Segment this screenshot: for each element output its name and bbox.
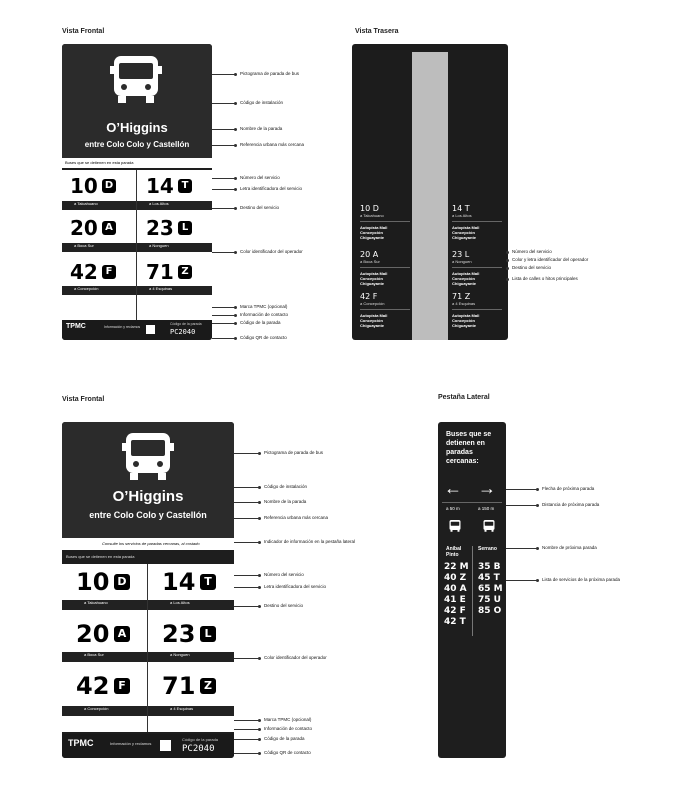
leader-line [234,739,259,740]
leader-line [212,315,235,316]
route-number: 14 [162,568,196,596]
route-letter: F [114,678,130,694]
route-letter: A [102,221,116,235]
leader-line [234,542,259,543]
route-letter: L [178,221,192,235]
route-number: 23 [146,216,174,240]
leader-line [234,658,259,659]
route-letter: D [102,179,116,193]
route-grid [62,564,234,732]
callout-label: Color y letra identificador del operador [512,257,589,262]
leader-line [234,487,259,488]
callout-label: Código QR de contacto [240,335,287,340]
leader-dot [234,128,237,131]
side-route-item: 40 Z [444,573,467,583]
route-dest: a Nonguen [170,652,190,657]
side-route-item: 65 M [478,584,503,594]
leader-dot [258,574,261,577]
front-sign-small [62,44,212,340]
leader-dot [234,102,237,105]
side-tab [438,422,506,758]
leader-dot [234,144,237,147]
route-dest: a 4 Esquinas [149,286,173,291]
rear-route-via: Autopista Mall Concepción Chiguayante [360,225,388,240]
leader-line [212,145,235,146]
leader-dot [258,486,261,489]
rear-route-via: Autopista Mall Concepción Chiguayante [360,313,388,328]
route-dest: a Boca Sur [84,652,104,657]
leader-dot [258,586,261,589]
route-number: 20 [70,216,98,240]
header-bar: Buses que se detienen en esta parada [66,554,135,559]
route-number: 42 [76,672,110,700]
right-stop-name: Serrano [478,546,497,552]
rear-route-number: 23 L [452,250,470,259]
rear-route-dest: a Los Altos [452,213,472,218]
callout-label: Letra identificadora del servicio [240,186,303,191]
stop-code-label: Código de la parada [182,737,219,742]
leader-dot [506,251,509,254]
leader-line [234,720,259,721]
callout-label: Información de contacto [240,312,289,317]
leader-dot [258,501,261,504]
header-bar: Buses que se detienen en esta parada [65,160,134,165]
leader-dot [506,259,509,262]
leader-line [506,489,537,490]
leader-dot [258,452,261,455]
leader-dot [536,504,539,507]
side-route-item: 22 M [444,562,469,572]
callout-label: Indicador de información en la pestaña lateral [264,539,356,544]
route-letter: T [200,574,216,590]
rear-route-block [452,292,502,328]
route-dest: a Concepción [84,706,109,711]
rear-route-via: Autopista Mall Concepción Chiguayante [452,313,480,328]
callout-label: Número del servicio [512,249,552,254]
route-number: 10 [76,568,110,596]
rear-route-via: Autopista Mall Concepción Chiguayante [452,271,480,286]
leader-line [234,502,259,503]
route-dest: a Los Altos [149,201,169,206]
callout-label: Distancia de próxima parada [542,502,600,507]
leader-line [234,518,259,519]
leader-dot [258,541,261,544]
bus-icon [120,430,176,484]
stop-code: PC2040 [182,744,215,754]
side-route-item: 42 F [444,606,466,616]
front-sign-large [62,422,234,758]
leader-line [234,453,259,454]
stop-name: O’Higgins [112,488,184,505]
callout-label: Flecha de próxima parada [542,486,595,491]
route-number: 20 [76,620,110,648]
callout-label: Código QR de contacto [264,750,311,755]
front-top-title: Vista Frontal [62,28,105,35]
cross-street: entre Colo Colo y Castellón [89,510,207,520]
rear-route-number: 42 F [360,292,378,301]
rear-center-strip [412,52,448,340]
rear-route-block [452,204,502,240]
rear-route-dest: a 4 Esquinas [452,301,476,306]
side-route-item: 45 T [478,573,500,583]
side-route-item: 75 U [478,595,501,605]
leader-dot [258,605,261,608]
callout-label: Destino del servicio [264,603,304,608]
rear-route-dest: a Talcahuano [360,213,384,218]
stop-code-label: Código de la parada [170,322,202,326]
leader-dot [234,73,237,76]
callout-label: Marca TPMC (opcional) [264,717,312,722]
callout-label: Nombre de próxima parada [542,545,597,550]
side-route-item: 41 E [444,595,466,605]
callout-label: Código de la parada [240,320,281,325]
side-route-item: 35 B [478,562,501,572]
right-distance: a 150 m [478,506,495,511]
callout-label: Referencia urbana más cercana [264,515,329,520]
route-letter: D [114,574,130,590]
rear-route-via: Autopista Mall Concepción Chiguayante [452,225,480,240]
rear-route-dest: a Nonguen [452,259,472,264]
leader-dot [258,657,261,660]
route-number: 71 [162,672,196,700]
rear-route-number: 14 T [452,204,470,213]
leader-line [212,307,235,308]
leader-line [234,729,259,730]
qr-code [160,740,171,751]
rear-route-number: 10 D [360,204,379,213]
sign-footer [62,734,234,758]
callout-label: Color identificador del operador [264,655,327,660]
callout-label: Información de contacto [264,726,313,731]
leader-dot [234,188,237,191]
leader-dot [234,337,237,340]
rear-route-block [360,204,410,240]
front-bottom-title: Vista Frontal [62,396,105,403]
route-dest: a Concepción [74,286,99,291]
callout-label: Marca TPMC (opcional) [240,304,288,309]
leader-dot [258,728,261,731]
leader-dot [506,278,509,281]
rear-route-number: 71 Z [452,292,471,301]
leader-dot [536,579,539,582]
leader-line [212,178,235,179]
route-number: 42 [70,260,98,284]
leader-line [212,74,235,75]
stop-code: PC2040 [170,328,196,336]
bus-icon [482,518,496,534]
contact-info: Información y reclamos [104,325,141,329]
brand-logo: TPMC [68,738,94,748]
leader-dot [234,314,237,317]
leader-line [212,323,235,324]
side-route-item: 42 T [444,617,466,627]
route-number: 71 [146,260,174,284]
callout-label: Destino del servicio [240,205,280,210]
callout-label: Letra identificadora del servicio [264,584,327,589]
leader-line [234,753,259,754]
leader-line [506,580,537,581]
left-distance: a 50 m [446,506,460,511]
leader-line [212,103,235,104]
sign-header [62,44,212,158]
bus-icon [108,54,164,106]
leader-dot [234,251,237,254]
route-letter: F [102,265,116,279]
callout-label: Color identificador del operador [240,249,303,254]
leader-line [212,208,235,209]
leader-line [212,338,235,339]
callout-label: Referencia urbana más cercana [240,142,305,147]
leader-line [506,505,537,506]
left-stop-name: Aníbal Pinto [446,546,462,558]
side-title: Pestaña Lateral [438,394,490,401]
callout-label: Número del servicio [240,175,280,180]
sign-footer [62,320,212,340]
leader-dot [258,752,261,755]
callout-label: Nombre de la parada [240,126,283,131]
arrow-right-icon: → [478,478,496,498]
bus-icon [448,518,462,534]
route-dest: a Nonguen [149,243,169,248]
leader-dot [258,517,261,520]
qr-code [146,325,155,334]
rear-route-via: Autopista Mall Concepción Chiguayante [360,271,388,286]
side-heading: Buses que se detienen en paradas cercanas: [446,431,492,465]
route-letter: T [178,179,192,193]
leader-dot [536,547,539,550]
rear-route-block [452,250,502,286]
leader-line [212,129,235,130]
callout-label: Pictograma de parada de bus [240,71,300,76]
leader-line [234,575,259,576]
leader-dot [234,207,237,210]
callout-label: Lista de calles o hitos principales [512,276,578,281]
leader-dot [234,177,237,180]
route-dest: a Talcahuano [74,201,98,206]
callout-label: Código de la parada [264,736,305,741]
leader-line [234,606,259,607]
rear-sign [352,44,508,340]
callout-label: Código de instalación [264,484,308,489]
rear-route-dest: a Boca Sur [360,259,380,264]
leader-dot [536,488,539,491]
rear-route-dest: a Concepción [360,301,385,306]
side-route-item: 40 A [444,584,467,594]
route-grid [62,170,212,320]
brand-logo: TPMC [66,323,86,330]
cross-street: entre Colo Colo y Castellón [84,140,190,149]
rear-route-number: 20 A [360,250,379,259]
callout-label: Lista de servicios de la próxima parada [542,577,621,582]
rear-title: Vista Trasera [355,28,399,35]
callout-label: Destino del servicio [512,265,552,270]
route-dest: a 4 Esquinas [170,706,194,711]
route-dest: a Boca Sur [74,243,94,248]
route-letter: L [200,626,216,642]
leader-dot [506,267,509,270]
callout-label: Código de instalación [240,100,284,105]
leader-dot [234,306,237,309]
route-letter: Z [178,265,192,279]
callout-label: Pictograma de parada de bus [264,450,324,455]
leader-line [234,587,259,588]
side-route-item: 85 O [478,606,502,616]
route-letter: A [114,626,130,642]
contact-info: Información y reclamos [110,741,152,746]
leader-line [212,252,235,253]
leader-line [212,189,235,190]
leader-dot [258,719,261,722]
leader-dot [258,738,261,741]
route-letter: Z [200,678,216,694]
rear-route-block [360,250,410,286]
leader-line [506,548,537,549]
callout-label: Nombre de la parada [264,499,307,504]
route-number: 10 [70,174,98,198]
arrow-left-icon: ← [444,478,462,498]
callout-label: Número del servicio [264,572,304,577]
leader-dot [234,322,237,325]
route-number: 23 [162,620,196,648]
rear-route-block [360,292,410,328]
stop-name: O’Higgins [106,120,168,135]
route-dest: a Los Altos [170,600,190,605]
side-indicator: Consulte los servicios de paradas cercanas, al costado [102,541,200,546]
route-dest: a Talcahuano [84,600,108,605]
sign-header [62,422,234,538]
route-number: 14 [146,174,174,198]
